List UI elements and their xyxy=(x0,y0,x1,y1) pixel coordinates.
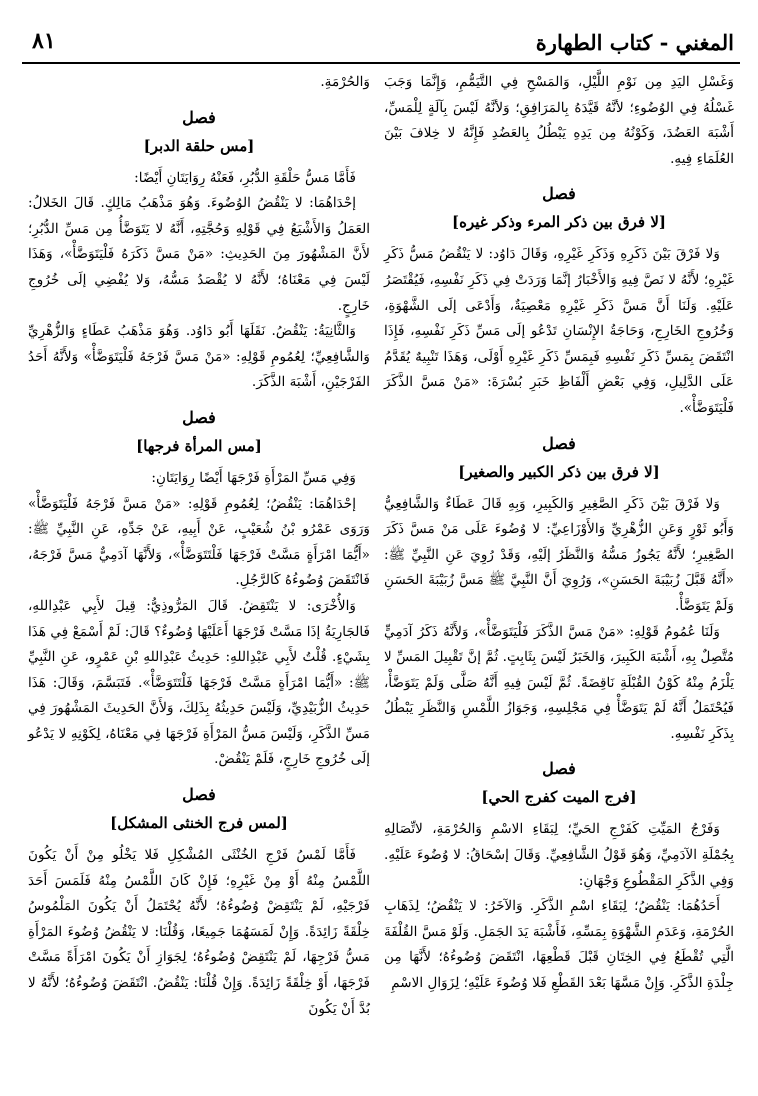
section-fasl-label: فصل xyxy=(182,785,216,805)
chapter-name: كتاب الطهارة xyxy=(535,30,653,55)
section-fasl-label: فصل xyxy=(542,759,576,779)
book-name: المغني xyxy=(675,30,734,55)
running-header xyxy=(22,30,740,60)
paragraph: وَلا فَرْقَ بَيْنَ ذَكَرِهِ وَذَكَرِ غَيْرِهِ، وَقَالَ دَاوُد: لا يَنْقُضُ مَسُّ ذَكَرِ غَيْرِهِ؛ لأَنَّهُ لا نَصَّ فِيهِ وَالأَخْبَارُ إنَّمَا وَرَدَتْ فِي ذَكَرِ نَفْسِهِ، فَيُقْتَصَرُ عَلَيْهِ. وَلَنَا أَنَّ مَسَّ ذَكَرِ غَيْرِهِ مَعْصِيَةٌ، وَأَدْعَى إلَى الشَّهْوَةِ، وَخُرُوجِ الخَارِجِ، وَحَاجَةُ الإِنْسَانِ تَدْعُو إلَى مَسِّ ذَكَرِ نَفْسِهِ، فَإِذَا انْتَقَضَ بِمَسِّ ذَكَرِ نَفْسِهِ فَبِمَسِّ ذَكَرِ غَيْرِهِ أَوْلَى، وَهَذَا تَنْبِيهٌ يُقَدَّمُ عَلَى الدَّلِيلِ، وَفِي بَعْضِ أَلْفَاظِ خَبَرِ بُسْرَةَ: «مَنْ مَسَّ الذَّكَرَ فَلْيَتَوَضَّأْ». xyxy=(384,246,734,416)
paragraph: وَلَنَا عُمُومُ قَوْلِهِ: «مَنْ مَسَّ الذَّكَرَ فَلْيَتَوَضَّأْ»، وَلأَنَّهُ ذَكَرُ آدَمِيٍّ مُتَّصِلٌ بِهِ، أَشْبَهَ الكَبِيرَ، وَالخَبَرُ لَيْسَ بِثَابِتٍ. ثُمَّ إنَّ تَقْبِيلَ المَسِّ لا يَلْزَمُ مِنْهُ كَوْنُ القُبْلَةِ نَاقِضَةً. ثُمَّ لَيْسَ فِيهِ أَنَّهُ صَلَّى وَلَمْ يَتَوَضَّأْ، فَيُحْتَمَلُ أَنَّهُ لَمْ يَتَوَضَّأْ فِي مَجْلِسِهِ، وَجَوَازُ اللَّمْسِ وَالنَّظَرِ يَبْطُلُ بِذَكَرِ نَفْسِهِ. xyxy=(384,623,734,742)
section-heading: [فرج الميت كفرج الحي] xyxy=(481,788,637,807)
paragraph: وَغَسْلِ اليَدِ مِن نَوْمِ اللَّيْلِ، وَالمَسْحِ فِي التَّيَمُّمِ، وَإِنَّمَا وَجَبَ غَسْلُهُ فِي الوُضُوءِ؛ لأنَّهُ قَيَّدَهُ بِالمَرَافِقِ؛ وَلأنَّهُ لَيْسَ بِآلَةٍ لِلْمَسِّ، أَشْبَهَ العَضُدَ، وَكَوْنُهُ مِن يَدِهِ يَبْطُلُ بِالعَضُدِ فَإِنَّهُ لا خِلافَ بَيْنَ العُلَمَاءِ فِيهِ. xyxy=(384,74,734,167)
paragraph: أَحَدُهُمَا: يَنْقُضُ؛ لِبَقَاءِ اسْمِ الذَّكَرِ. وَالآخَرُ: لا يَنْقُضُ؛ لِذَهَابِ الحُرْمَةِ، وَعَدَمِ الشَّهْوَةِ بِمَسِّهِ، فَأَشْبَهَ يَدَ الجَمَلِ. وَلَوْ مَسَّ القُلْفَةَ الَّتِي تُقْطَعُ فِي الخِتَانِ قَبْلَ قَطْعِهَا، انْتَقَضَ وُضُوءُهُ؛ لأَنَّهَا مِن جِلْدَةِ الذَّكَرِ. وَإِنْ مَسَّهَا بَعْدَ القَطْعِ فَلا وُضُوءَ عَلَيْهِ؛ لِزَوَالِ الاسْمِ xyxy=(384,898,734,992)
paragraph: وَالثَّانِيَةُ: يَنْقُضُ. نَقَلَهَا أَبُو دَاوُد. وَهُوَ مَذْهَبُ عَطَاءٍ وَالزُّهْرِيِّ وَالشَّافِعِيِّ؛ لِعُمُومِ قَوْلِهِ: «مَنْ مَسَّ فَرْجَهُ فَلْيَتَوَضَّأْ» وَلأَنَّهُ أَحَدُ الفَرْجَيْنِ، أَشْبَهَ الذَّكَرَ. xyxy=(28,323,370,391)
left-column xyxy=(28,70,370,1022)
section-heading: [مس حلقة الدبر] xyxy=(143,136,255,155)
section-heading: [لا فرق بين ذكر المرء وذكر غيره] xyxy=(452,213,666,232)
section-fasl-label: فصل xyxy=(182,407,216,427)
section-fasl-label: فصل xyxy=(542,184,576,204)
section-heading: [مس المرأة فرجها] xyxy=(136,436,262,455)
paragraph: فَأَمَّا مَسُّ حَلْقَةِ الدُّبُرِ، فَعَنْهُ رِوَايَتَانِ أَيْضًا: xyxy=(134,169,356,186)
section-heading: [لا فرق بين ذكر الكبير والصغير] xyxy=(458,462,660,481)
paragraph: وَفَرْجُ المَيِّتِ كَفَرْجِ الحَيِّ؛ لِبَقَاءِ الاسْمِ وَالحُرْمَةِ، لاتِّصَالِهِ بِجُمْلَةِ الآدَمِيِّ، وَهُوَ قَوْلُ الشَّافِعِيِّ. وَقَالَ إسْحَاقُ: لا وُضُوءَ عَلَيْهِ. وَفِي الذَّكَرِ المَقْطُوعِ وَجْهَانِ: xyxy=(384,821,734,889)
header-rule xyxy=(22,62,740,64)
section-heading: [لمس فرج الخنثى المشكل] xyxy=(110,814,288,833)
page-number: ٨١ xyxy=(32,28,56,54)
paragraph: وَالأُخْرَى: لا يَنْتَقِضُ. قَالَ المَرُّوذِيُّ: قِيلَ لأَبِي عَبْدِاللهِ، فَالجَارِيَةُ إذَا مَسَّتْ فَرْجَهَا أَعَلَيْهَا وُضُوءٌ؟ قَالَ: لَمْ أَسْمَعْ فِي هَذَا بِشَيْءٍ. قُلْتُ لأَبِي عَبْدِاللهِ: حَدِيثُ عَبْدِاللهِ بْنِ عَمْرٍو، عَنِ النَّبِيِّ ﷺ: «أَيُّمَا امْرَأَةٍ مَسَّتْ فَرْجَهَا فَلْتَتَوَضَّأْ». فَتَبَسَّمَ، وَقَالَ: هَذَا حَدِيثُ الزُّبَيْدِيِّ، وَلَيْسَ حَدِيثُهُ بِذَلِكَ، وَلأَنَّ الحَدِيثَ المَشْهُورَ فِي مَسِّ الذَّكَرِ، وَلَيْسَ مَسُّ المَرْأَةِ فَرْجَهَا فِي مَعْنَاهُ، لِكَوْنِهِ لا يَدْعُو إلَى خُرُوجِ خَارِجٍ، فَلَمْ يَنْقُضْ. xyxy=(28,597,370,768)
section-fasl-label: فصل xyxy=(182,107,216,127)
right-column xyxy=(384,70,734,997)
title-separator: - xyxy=(652,30,676,55)
paragraph: وَلا فَرْقَ بَيْنَ ذَكَرِ الصَّغِيرِ وَالكَبِيرِ، وَبِهِ قَالَ عَطَاءٌ وَالشَّافِعِيُّ وَأَبُو ثَوْرٍ وَعَنِ الزُّهْرِيِّ وَالأَوْزَاعِيِّ: لا وُضُوءَ عَلَى مَنْ مَسَّ ذَكَرَ الصَّغِيرِ؛ لأَنَّهُ يَجُوزُ مَسُّهُ وَالنَّظَرُ إلَيْهِ، وَقَدْ رُوِيَ عَنِ النَّبِيِّ ﷺ: «أَنَّهُ قَبَّلَ زُبَيْبَةَ الحَسَنِ»، وَرُوِيَ أَنَّ النَّبِيَّ ﷺ مَسَّ زُبَيْبَةَ الحَسَنِ وَلَمْ يَتَوَضَّأْ. xyxy=(384,495,734,614)
paragraph: وَالحُرْمَةِ. xyxy=(320,74,370,90)
paragraph: إحْدَاهُمَا: لا يَنْقُضُ الوُضُوءَ. وَهُوَ مَذْهَبُ مَالِكٍ. قَالَ الخَلالُ: العَمَلُ وَالأَشْيَعُ فِي قَوْلِهِ وَحُجَّتِهِ، أَنَّهُ لا يَتَوَضَّأُ مِن مَسِّ الدُّبُرِ؛ لأَنَّ المَشْهُورَ مِنَ الحَدِيثِ: «مَنْ مَسَّ ذَكَرَهُ فَلْيَتَوَضَّأْ»، وَهَذَا لَيْسَ فِي مَعْنَاهُ؛ لأَنَّهُ لا يُقْصَدُ مَسُّهُ، وَلا يُفْضِي إلَى خُرُوجِ خَارِجٍ. xyxy=(28,195,370,314)
paragraph: فَأَمَّا لَمْسُ فَرْجِ الخُنْثَى المُشْكِلِ فَلا يَخْلُو مِنْ أَنْ يَكُونَ اللَّمْسُ مِنْهُ أَوْ مِنْ غَيْرِهِ؛ فَإِنْ كَانَ اللَّمْسُ مِنْهُ فَلَمَسَ أَحَدَ فَرْجَيْهِ، لَمْ يَنْتَقِضْ وُضُوءُهُ؛ لأَنَّهُ يُحْتَمَلُ أَنْ يَكُونَ المَلْمُوسُ خِلْقَةً زَائِدَةً. وَإِنْ لَمَسَهُمَا جَمِيعًا، وَقُلْنَا: لا يَنْقُضُ وُضُوءَ المَرْأَةِ مَسُّ فَرْجِهَا، لَمْ يَنْتَقِضْ وُضُوءُهُ؛ لِجَوَازِ أَنْ يَكُونَ امْرَأَةً مَسَّتْ فَرْجَهَا، أَوْ خِلْقَةً زَائِدَةً. وَإِنْ قُلْنَا: يَنْقُضُ. انْتَقَضَ وُضُوءُهُ؛ لأَنَّهُ لا بُدَّ أَنْ يَكُونَ xyxy=(28,847,370,1017)
paragraph: وَفِي مَسِّ المَرْأَةِ فَرْجَهَا أَيْضًا رِوَايَتَانِ: xyxy=(151,469,356,486)
section-fasl-label: فصل xyxy=(542,433,576,453)
running-title xyxy=(536,30,734,55)
paragraph: إحْدَاهُمَا: يَنْقُضُ؛ لِعُمُومِ قَوْلِهِ: «مَنْ مَسَّ فَرْجَهُ فَلْيَتَوَضَّأْ» وَرَوَى عَمْرُو بْنُ شُعَيْبٍ، عَنْ أَبِيهِ، عَنْ جَدِّهِ، عَنِ النَّبِيِّ ﷺ: «أَيُّمَا امْرَأَةٍ مَسَّتْ فَرْجَهَا فَلْتَتَوَضَّأْ»، وَلأَنَّهَا آدَمِيٌّ مَسَّ فَرْجَهُ، فَانْتَقَضَ وُضُوءُهُ كَالرَّجُلِ. xyxy=(28,495,370,589)
